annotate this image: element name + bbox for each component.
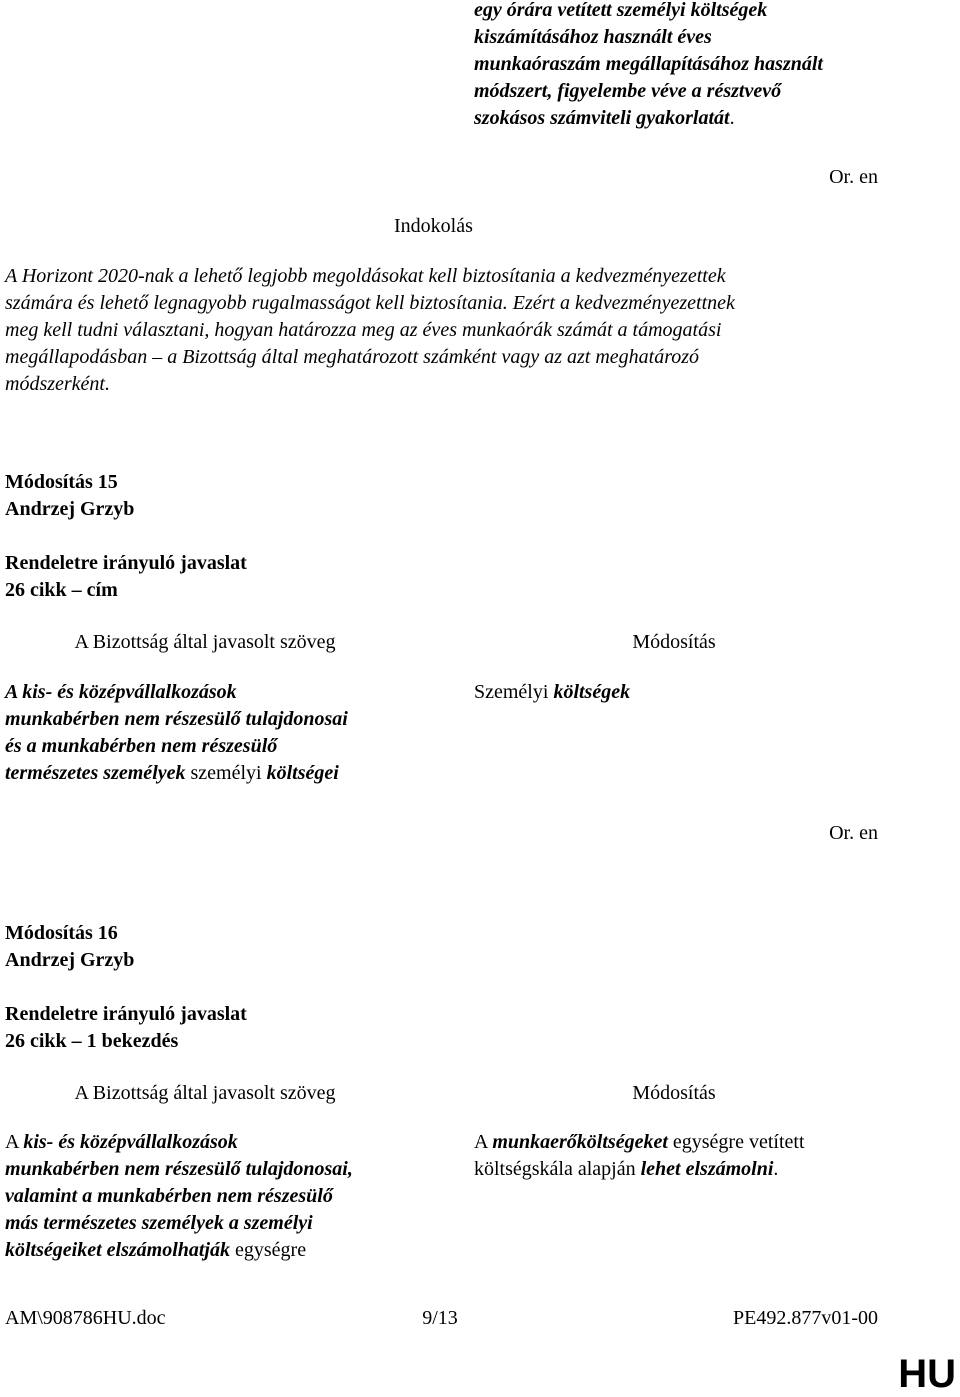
text-line: módszerként. xyxy=(5,373,110,395)
text-line xyxy=(474,679,904,706)
text-segment: egységre xyxy=(230,1239,307,1261)
footer-reference: PE492.877v01-00 xyxy=(733,1307,878,1329)
text-line xyxy=(5,1129,425,1156)
footer-document-name: AM\908786HU.doc xyxy=(5,1307,166,1329)
text-segment: lehet elszámolni xyxy=(640,1158,774,1180)
text-line: más természetes személyek a személyi xyxy=(5,1212,313,1234)
text-line: munkabérben nem részesülő tulajdonosai, xyxy=(5,1158,353,1180)
text-line: meg kell tudni választani, hogyan határozza meg az éves munkaórák számát a támogatási xyxy=(5,319,722,341)
text-line: A kis- és középvállalkozások xyxy=(5,681,237,703)
amendment-author: Andrzej Grzyb xyxy=(5,949,135,971)
amendment-text-heading: Módosítás xyxy=(632,631,716,653)
text-line: egy órára vetített személyi költségek xyxy=(474,0,768,21)
amendment-text-heading: Módosítás xyxy=(632,1082,716,1104)
commission-text xyxy=(5,679,425,787)
justification-text xyxy=(5,263,905,398)
proposal-title: Rendeletre irányuló javaslat xyxy=(5,1003,247,1025)
text-segment: személyi xyxy=(185,762,267,784)
text-line xyxy=(474,1156,904,1183)
text-segment: Ezért a kedvezményezettnek xyxy=(512,292,735,314)
commission-text-heading: A Bizottság által javasolt szöveg xyxy=(74,631,336,653)
text-segment: kis- és középvállalkozások xyxy=(23,1131,238,1153)
justification-heading: Indokolás xyxy=(394,215,473,237)
text-segment: munkaerőköltségeket xyxy=(492,1131,668,1153)
article-reference: 26 cikk – 1 bekezdés xyxy=(5,1030,179,1052)
text-segment: természetes személyek xyxy=(5,762,186,784)
text-segment: költségeiket elszámolhatják xyxy=(5,1239,230,1261)
language-code: HU xyxy=(898,1352,956,1396)
text-segment: költségskála alapján xyxy=(474,1158,641,1180)
text-segment: Személyi xyxy=(474,681,554,703)
text-line: módszert, figyelembe véve a résztvevő xyxy=(474,80,782,102)
text-line: és a munkabérben nem részesülő xyxy=(5,735,278,757)
text-segment: . xyxy=(729,107,735,129)
amendment-number: Módosítás 15 xyxy=(5,471,118,493)
text-line: munkaóraszám megállapításához használt xyxy=(474,53,823,75)
amendment-text xyxy=(474,679,904,706)
text-line xyxy=(474,1129,904,1156)
article-reference: 26 cikk – cím xyxy=(5,579,118,601)
text-segment: költségek xyxy=(553,681,631,703)
amendment-text xyxy=(474,1129,904,1183)
original-language-label: Or. en xyxy=(829,166,878,188)
text-line xyxy=(5,290,905,317)
text-line xyxy=(5,760,425,787)
amendment-number: Módosítás 16 xyxy=(5,922,118,944)
text-line: munkabérben nem részesülő tulajdonosai xyxy=(5,708,348,730)
original-language-label: Or. en xyxy=(829,822,878,844)
previous-amendment-text xyxy=(474,0,944,132)
amendment-15-header xyxy=(5,469,247,604)
text-line: kiszámításához használt éves xyxy=(474,26,712,48)
text-line: megállapodásban – a Bizottság által meghatározott számként vagy az azt meghatározó xyxy=(5,346,700,368)
text-segment: szokásos számviteli gyakorlatát xyxy=(474,107,730,129)
text-segment: A xyxy=(474,1131,493,1153)
text-line: A Horizont 2020-nak a lehető legjobb megoldásokat kell biztosítania a kedvezményezettek xyxy=(5,265,726,287)
text-segment: A xyxy=(5,1131,24,1153)
amendment-16-header xyxy=(5,920,247,1055)
text-segment: . xyxy=(773,1158,779,1180)
amendment-author: Andrzej Grzyb xyxy=(5,498,135,520)
text-line xyxy=(5,1237,425,1264)
text-segment: egységre vetített xyxy=(667,1131,805,1153)
text-line xyxy=(474,105,944,132)
commission-text-heading: A Bizottság által javasolt szöveg xyxy=(74,1082,336,1104)
text-line: valamint a munkabérben nem részesülő xyxy=(5,1185,333,1207)
text-segment: költségei xyxy=(266,762,339,784)
footer-page-number: 9/13 xyxy=(422,1307,458,1329)
proposal-title: Rendeletre irányuló javaslat xyxy=(5,552,247,574)
text-segment: számára és lehető legnagyobb rugalmasságot kell biztosítania. xyxy=(5,292,513,314)
commission-text xyxy=(5,1129,425,1264)
